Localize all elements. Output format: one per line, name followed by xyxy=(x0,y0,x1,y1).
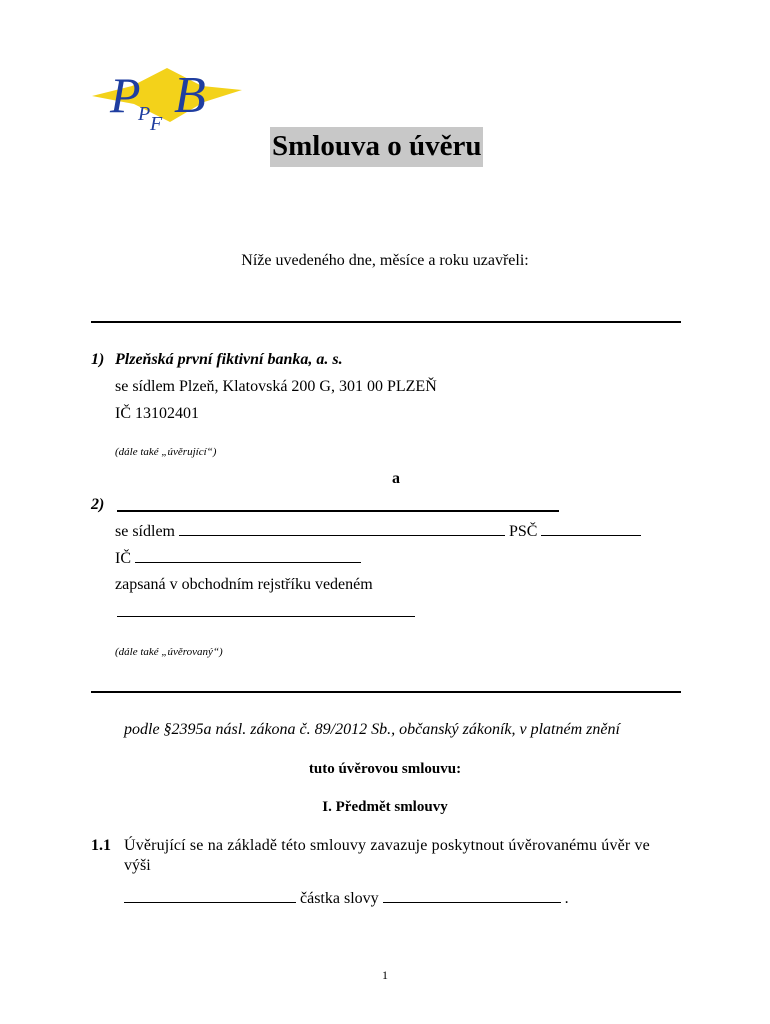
party2-register-field[interactable] xyxy=(117,603,415,617)
divider-top xyxy=(91,321,681,323)
section1-heading: I. Předmět smlouvy xyxy=(322,799,448,815)
party2-register: zapsaná v obchodním rejstříku vedeném xyxy=(115,576,373,593)
party2-psc-label: PSČ xyxy=(509,523,538,540)
logo-letter-p: P xyxy=(110,67,141,123)
bank-logo-graphic xyxy=(92,62,242,134)
party2-name-field[interactable] xyxy=(117,497,559,512)
legal-basis: podle §2395a násl. zákona č. 89/2012 Sb., občanský zákoník, v platném znění xyxy=(124,721,620,738)
amount-words-label: částka slovy xyxy=(300,890,379,907)
clause-line2: výši xyxy=(124,857,151,874)
amount-row xyxy=(124,889,569,909)
party2-psc-field[interactable] xyxy=(541,522,641,536)
logo-letter-f-small: F xyxy=(150,113,163,134)
intro-text: Níže uvedeného dne, měsíce a roku uzavřeli: xyxy=(241,252,529,269)
clause-line1: Úvěrující se na základě této smlouvy zavazuje poskytnout úvěrovanému úvěr ve xyxy=(124,837,650,854)
logo-letter-p-small: P xyxy=(138,103,151,125)
party2-number: 2) xyxy=(91,496,105,513)
party1-address: se sídlem Plzeň, Klatovská 200 G, 301 00 PLZEŇ xyxy=(115,378,437,395)
party1-ic: IČ 13102401 xyxy=(115,405,199,422)
amount-words-field[interactable] xyxy=(383,889,561,903)
contract-heading: tuto úvěrovou smlouvu: xyxy=(308,761,462,777)
clause-number: 1.1 xyxy=(91,837,111,854)
amount-field[interactable] xyxy=(124,889,296,903)
party2-ic-field[interactable] xyxy=(135,549,361,563)
page-number: 1 xyxy=(382,968,388,982)
bank-logo xyxy=(92,62,242,134)
party2-alias: (dále také „úvěrovaný“) xyxy=(115,646,223,658)
party2-ic-label: IČ xyxy=(115,550,131,567)
party1-alias: (dále také „úvěrující“) xyxy=(115,446,217,458)
party2-seat-field[interactable] xyxy=(179,522,505,536)
party1-name: Plzeňská první fiktivní banka, a. s. xyxy=(115,351,343,368)
and-connector: a xyxy=(392,470,400,487)
amount-period: . xyxy=(564,890,569,907)
party2-ic-row xyxy=(115,549,361,569)
party2-seat-row xyxy=(115,522,641,542)
divider-bottom xyxy=(91,691,681,693)
document-title: Smlouva o úvěru xyxy=(270,127,483,167)
party1-number: 1) xyxy=(91,351,105,368)
logo-letter-b: B xyxy=(174,67,206,124)
party2-seat-label: se sídlem xyxy=(115,523,175,540)
